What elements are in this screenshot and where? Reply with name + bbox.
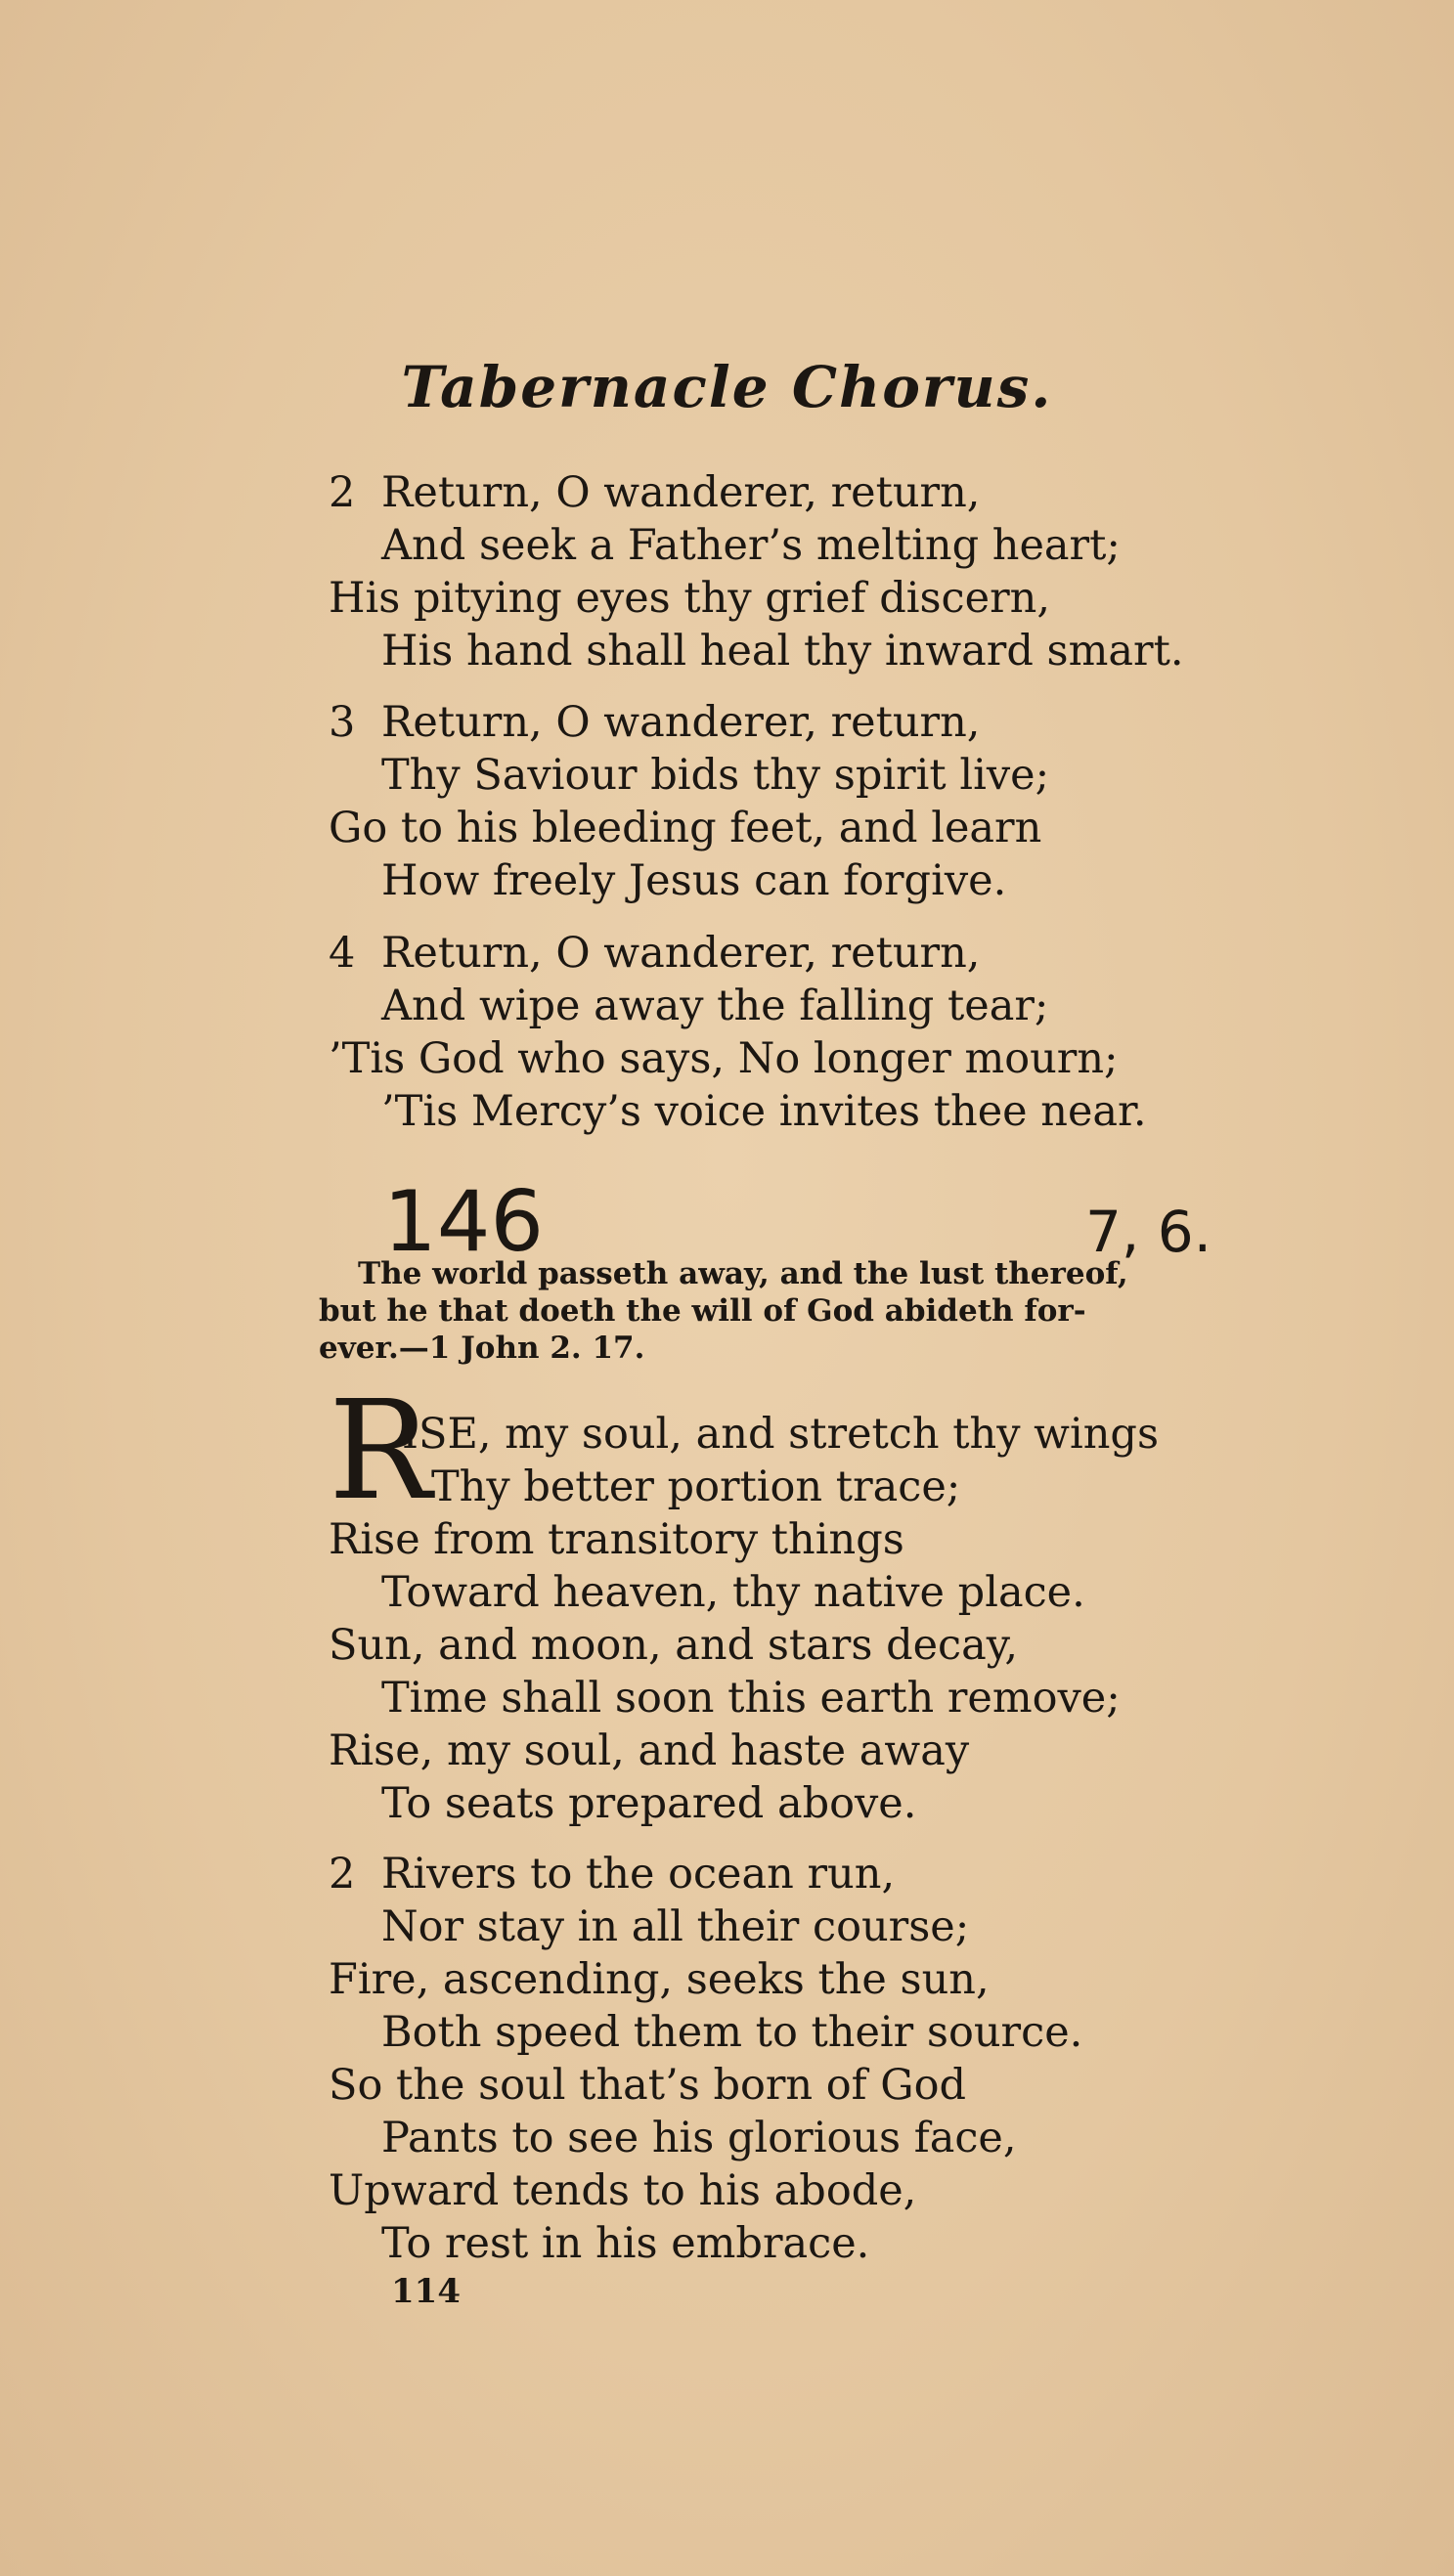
verse-line: Time shall soon this earth remove; — [381, 1674, 1121, 1723]
verse-line: And seek a Father’s melting heart; — [381, 521, 1121, 570]
running-header: Tabernacle Chorus. — [401, 354, 1053, 420]
verse-line: Rivers to the ocean run, — [381, 1850, 896, 1899]
verse-line: Rise from transitory things — [329, 1515, 904, 1564]
verse-number: 2 — [329, 1850, 356, 1899]
verse-line: ISE, my soul, and stretch thy wings — [402, 1410, 1160, 1459]
verse-line: ’Tis Mercy’s voice invites thee near. — [381, 1087, 1147, 1136]
verse-line: Thy better portion trace; — [431, 1463, 961, 1511]
verse-line: ’Tis God who says, No longer mourn; — [329, 1034, 1119, 1083]
verse-line: How freely Jesus can forgive. — [381, 856, 1007, 905]
verse-number: 3 — [329, 698, 356, 747]
drop-cap: R — [329, 1372, 432, 1531]
verse-line: His pitying eyes thy grief discern, — [329, 574, 1050, 623]
verse-line: And wipe away the falling tear; — [381, 982, 1049, 1030]
verse-line: Sun, and moon, and stars decay, — [329, 1621, 1019, 1670]
verse-line: Toward heaven, thy native place. — [381, 1568, 1085, 1617]
verse-number: 2 — [329, 468, 356, 517]
epigraph — [319, 1255, 1248, 1367]
verse-line: To rest in his embrace. — [381, 2219, 870, 2268]
verse-number: 4 — [329, 929, 356, 978]
epigraph-line: The world passeth away, and the lust thereof, — [358, 1256, 1128, 1291]
verse-line: Fire, ascending, seeks the sun, — [329, 1955, 990, 2004]
verse-line: Upward tends to his abode, — [329, 2166, 917, 2215]
verse-line: His hand shall heal thy inward smart. — [381, 627, 1184, 676]
hymn-number: 146 — [383, 1173, 545, 1271]
verse-line: Go to his bleeding feet, and learn — [329, 804, 1042, 852]
stanza-1 — [329, 1408, 1267, 1830]
stanza-prev-2 — [329, 466, 1267, 677]
verse-line: To seats prepared above. — [381, 1779, 917, 1828]
epigraph-line: ever.—1 John 2. 17. — [319, 1331, 645, 1366]
page-number: 114 — [391, 2272, 461, 2311]
verse-line: Return, O wanderer, return, — [381, 929, 981, 978]
hymn-meter: 7, 6. — [1085, 1199, 1212, 1265]
verse-line: Thy Saviour bids thy spirit live; — [381, 751, 1050, 800]
verse-line: Return, O wanderer, return, — [381, 468, 981, 517]
epigraph-line: but he that doeth the will of God abideth for- — [319, 1293, 1086, 1329]
verse-line: Pants to see his glorious face, — [381, 2114, 1017, 2162]
verse-line: Return, O wanderer, return, — [381, 698, 981, 747]
verse-line: So the soul that’s born of God — [329, 2061, 967, 2110]
verse-line: Nor stay in all their course; — [381, 1902, 970, 1951]
verse-line: Both speed them to their source. — [381, 2008, 1083, 2057]
stanza-2 — [329, 1848, 1267, 2270]
stanza-prev-4 — [329, 927, 1267, 1138]
stanza-prev-3 — [329, 696, 1267, 907]
verse-line: Rise, my soul, and haste away — [329, 1726, 970, 1775]
